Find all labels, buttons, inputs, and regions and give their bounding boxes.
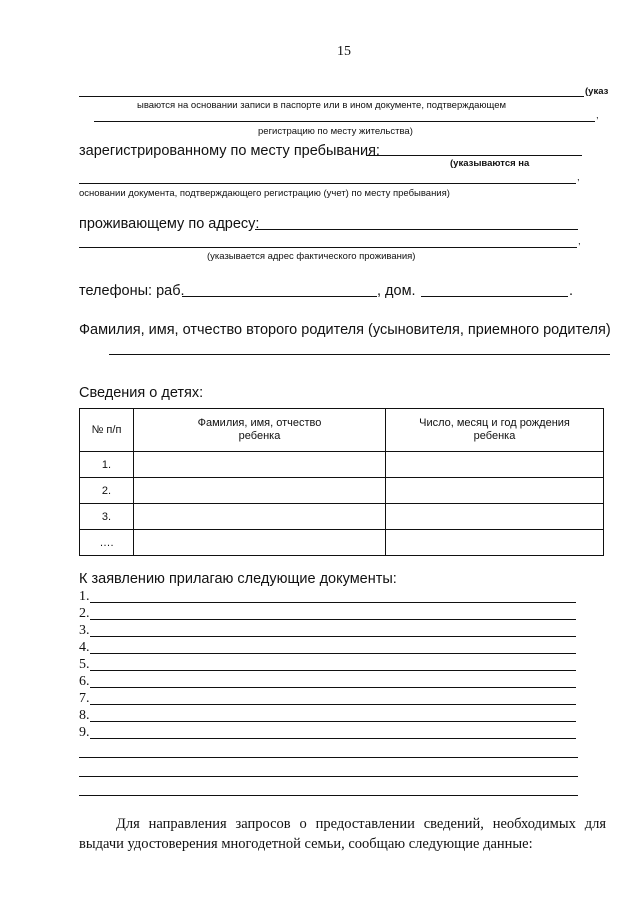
document-extra-line[interactable]	[79, 757, 578, 758]
document-item-line[interactable]	[90, 738, 576, 739]
children-title: Сведения о детях:	[79, 385, 204, 401]
row-number: 3.	[80, 504, 134, 530]
header-fio	[134, 409, 386, 452]
child-birthdate-cell[interactable]	[386, 530, 604, 556]
children-table	[79, 408, 604, 556]
stay-label: зарегистрированному по месту пребывания:	[79, 143, 380, 159]
row-number: 2.	[80, 478, 134, 504]
stay-line-2[interactable]	[79, 183, 576, 184]
document-extra-line[interactable]	[79, 776, 578, 777]
child-birthdate-cell[interactable]	[386, 478, 604, 504]
table-row	[80, 452, 604, 478]
phone-work-label: телефоны: раб.	[79, 283, 185, 299]
document-item-number: 4.	[79, 640, 90, 655]
child-fio-cell[interactable]	[134, 504, 386, 530]
document-item-line[interactable]	[90, 602, 576, 603]
table-row	[80, 504, 604, 530]
phone-end: .	[569, 283, 574, 299]
document-item-number: 2.	[79, 606, 90, 621]
residence-note-2: регистрацию по месту жительства)	[258, 126, 413, 137]
address-line-2[interactable]	[79, 247, 577, 248]
document-item-number: 3.	[79, 623, 90, 638]
documents-title: К заявлению прилагаю следующие документы:	[79, 571, 397, 587]
document-item-line[interactable]	[90, 704, 576, 705]
document-item-number: 7.	[79, 691, 90, 706]
child-fio-cell[interactable]	[134, 530, 386, 556]
child-fio-cell[interactable]	[134, 452, 386, 478]
second-parent-label: Фамилия, имя, отчество второго родителя (усыновителя, приемного родителя)	[79, 322, 611, 338]
document-item-number: 5.	[79, 657, 90, 672]
phone-home-label: , дом.	[377, 283, 416, 299]
document-item-line[interactable]	[90, 687, 576, 688]
child-fio-cell[interactable]	[134, 478, 386, 504]
document-item-line[interactable]	[90, 721, 576, 722]
document-item-number: 1.	[79, 589, 90, 604]
document-item-line[interactable]	[90, 619, 576, 620]
table-row	[80, 530, 604, 556]
residence-note-1: ываются на основании записи в паспорте или в ином документе, подтверждающем	[137, 100, 507, 111]
phone-work-line[interactable]	[182, 296, 377, 297]
document-item-line[interactable]	[90, 670, 576, 671]
closing-paragraph: Для направления запросов о предоставлении сведений, необходимых для выдачи удостоверения многодетной семьи, сообщаю следующие данные:	[79, 816, 606, 852]
child-birthdate-cell[interactable]	[386, 504, 604, 530]
residence-line-2[interactable]	[94, 121, 595, 122]
address-comma: ,	[578, 236, 581, 247]
stay-comma: ,	[577, 172, 580, 183]
document-extra-line[interactable]	[79, 795, 578, 796]
address-line-1[interactable]	[255, 229, 578, 230]
document-item-number: 8.	[79, 708, 90, 723]
header-number: № п/п	[80, 409, 134, 452]
stay-note-1: (указываются на	[450, 158, 530, 169]
phone-home-line[interactable]	[421, 296, 568, 297]
child-birthdate-cell[interactable]	[386, 452, 604, 478]
document-item-line[interactable]	[90, 636, 576, 637]
address-label: проживающему по адресу:	[79, 216, 260, 232]
table-row	[80, 478, 604, 504]
second-parent-line[interactable]	[109, 354, 610, 355]
header-fio-text: Фамилия, имя, отчество ребенка	[197, 417, 322, 442]
page-number: 15	[337, 44, 351, 59]
children-header-row	[80, 409, 604, 452]
row-number: 1.	[80, 452, 134, 478]
residence-line-1[interactable]	[79, 96, 584, 97]
row-number: ….	[80, 530, 134, 556]
header-birthdate-text: Число, месяц и год рождения ребенка	[419, 417, 570, 442]
residence-note-tail: (указ	[585, 86, 609, 97]
address-note: (указывается адрес фактического проживания)	[207, 251, 416, 262]
residence-comma: ,	[596, 110, 599, 121]
document-item-number: 6.	[79, 674, 90, 689]
document-item-line[interactable]	[90, 653, 576, 654]
document-item-number: 9.	[79, 725, 90, 740]
stay-line-1[interactable]	[366, 155, 582, 156]
header-birthdate	[386, 409, 604, 452]
stay-note-2: основании документа, подтверждающего регистрацию (учет) по месту пребывания)	[79, 188, 450, 199]
